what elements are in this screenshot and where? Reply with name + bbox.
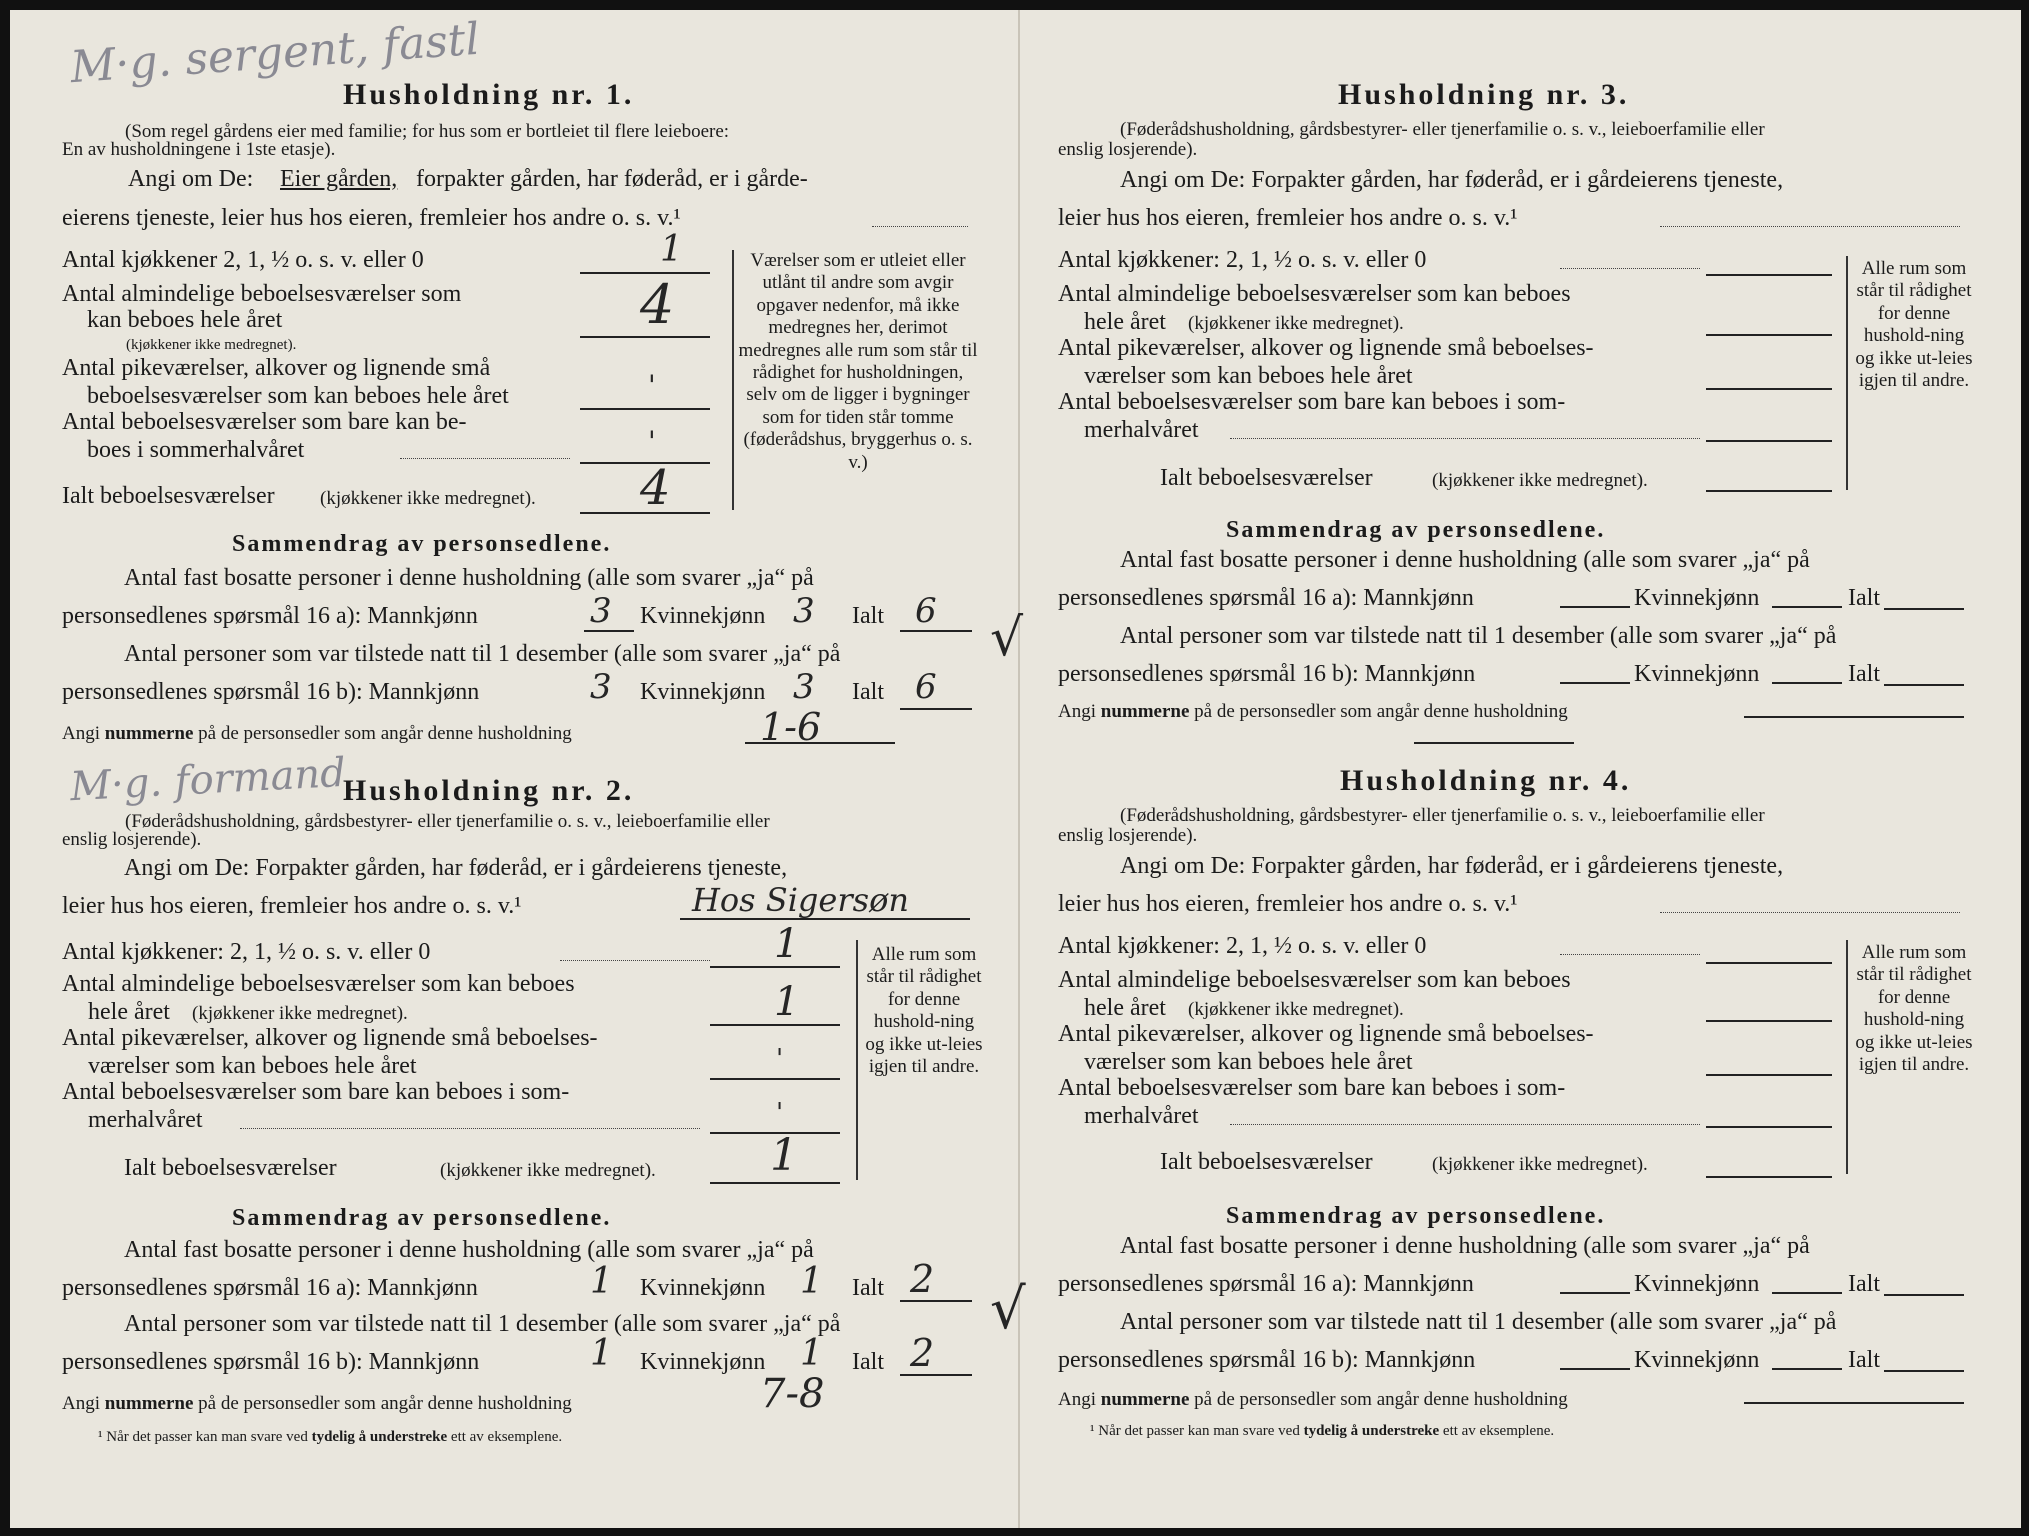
small-rooms-label-2: værelser som kan beboes hele året	[1084, 363, 1413, 389]
total-rooms-label: Ialt beboelsesværelser	[1160, 465, 1373, 491]
total-rooms-label: Ialt beboelsesværelser	[124, 1155, 337, 1181]
present-total-label: Ialt	[1848, 1347, 1880, 1373]
household-2-side-note: Alle rum som står til rådighet for denne hushold-ning og ikke ut-leies igjen til andre.	[865, 944, 983, 1078]
fixed-residents-label: Antal fast bosatte personer i denne husholdning (alle som svarer „ja“ på	[124, 1237, 814, 1263]
fixed-female-value: 1	[800, 1261, 823, 1302]
small-rooms-label-2: værelser som kan beboes hele året	[88, 1053, 417, 1079]
check-mark: √	[990, 1277, 1026, 1342]
small-rooms-value: '	[648, 369, 656, 402]
fixed-residents-label: Antal fast bosatte personer i denne husholdning (alle som svarer „ja“ på	[1120, 547, 1810, 573]
small-rooms-label-2: beboelsesværelser som kan beboes hele året	[87, 383, 509, 409]
small-rooms-label-2: værelser som kan beboes hele året	[1084, 1049, 1413, 1075]
household-2-intro-value: Hos Sigersøn	[692, 881, 909, 919]
fixed-residents-male-label: personsedlenes spørsmål 16 a): Mannkjønn	[1058, 1271, 1474, 1297]
summer-rooms-label: Antal beboelsesværelser som bare kan beboes i som-	[1058, 389, 1566, 415]
fixed-residents-label: Antal fast bosatte personer i denne husholdning (alle som svarer „ja“ på	[1120, 1233, 1810, 1259]
household-4-intro-2: leier hus hos eieren, fremleier hos andre o. s. v.¹	[1058, 891, 1518, 917]
household-4-side-note: Alle rum som står til rådighet for denne hushold-ning og ikke ut-leies igjen til andre.	[1855, 942, 1973, 1076]
household-2-note: (Føderådshusholdning, gårdsbestyrer- eller tjenerfamilie o. s. v., leieboerfamilie eller	[125, 811, 770, 832]
present-male-label: personsedlenes spørsmål 16 b): Mannkjønn	[62, 679, 480, 705]
summary-title: Sammendrag av personsedlene.	[1226, 1203, 1606, 1229]
present-label: Antal personer som var tilstede natt til 1 desember (alle som svarer „ja“ på	[1120, 623, 1837, 649]
fixed-female-label: Kvinnekjønn	[640, 1275, 766, 1301]
present-female-value: 1	[800, 1333, 823, 1374]
fixed-male-value: 1	[590, 1261, 613, 1302]
fixed-female-value: 3	[793, 591, 815, 631]
kitchens-label: Antal kjøkkener 2, 1, ½ o. s. v. eller 0	[62, 247, 424, 273]
small-rooms-value: '	[776, 1044, 784, 1074]
fixed-total-label: Ialt	[852, 1275, 884, 1301]
household-3-intro: Angi om De: Forpakter gården, har føderåd, er i gårdeierens tjeneste,	[1120, 167, 1784, 193]
kitchens-value: 1	[774, 921, 800, 967]
total-rooms-note: (kjøkkener ikke medregnet).	[320, 488, 536, 509]
household-3-side-note: Alle rum som står til rådighet for denne hushold-ning og ikke ut-leies igjen til andre.	[1855, 258, 1973, 392]
total-rooms-value: 1	[770, 1130, 798, 1181]
present-total-label: Ialt	[1848, 661, 1880, 687]
present-female-label: Kvinnekjønn	[1634, 1347, 1760, 1373]
total-rooms-label: Ialt beboelsesværelser	[1160, 1149, 1373, 1175]
summer-rooms-value: '	[776, 1098, 784, 1128]
fixed-total-label: Ialt	[1848, 1271, 1880, 1297]
section-divider	[1414, 742, 1574, 744]
small-rooms-label: Antal pikeværelser, alkover og lignende små beboelses-	[1058, 1021, 1594, 1047]
fixed-residents-male-label: personsedlenes spørsmål 16 a): Mannkjønn	[62, 1275, 478, 1301]
total-rooms-note: (kjøkkener ikke medregnet).	[1432, 1154, 1648, 1175]
numbers-label: Angi nummerne på de personsedler som angår denne husholdning	[1058, 1389, 1568, 1410]
fixed-total-value: 6	[915, 591, 937, 631]
present-label: Antal personer som var tilstede natt til 1 desember (alle som svarer „ja“ på	[1120, 1309, 1837, 1335]
household-3-note: (Føderådshusholdning, gårdsbestyrer- eller tjenerfamilie o. s. v., leieboerfamilie eller	[1120, 119, 1765, 140]
present-total-label: Ialt	[852, 679, 884, 705]
household-1-note: (Som regel gårdens eier med familie; for hus som er bortleiet til flere leieboere:	[125, 121, 730, 142]
kitchens-value: 1	[660, 229, 683, 270]
fixed-female-label: Kvinnekjønn	[1634, 1271, 1760, 1297]
kitchens-label: Antal kjøkkener: 2, 1, ½ o. s. v. eller 0	[1058, 247, 1427, 273]
rooms-label-2: hele året	[88, 999, 170, 1025]
rooms-label: Antal almindelige beboelsesværelser som kan beboes	[1058, 967, 1571, 993]
small-rooms-label: Antal pikeværelser, alkover og lignende små beboelses-	[62, 1025, 598, 1051]
household-1-title: Husholdning nr. 1.	[343, 78, 635, 111]
household-4-title: Husholdning nr. 4.	[1340, 764, 1632, 797]
fixed-residents-male-label: personsedlenes spørsmål 16 a): Mannkjønn	[1058, 585, 1474, 611]
fixed-total-label: Ialt	[1848, 585, 1880, 611]
household-3-title: Husholdning nr. 3.	[1338, 78, 1630, 111]
summer-rooms-label: Antal beboelsesværelser som bare kan beboes i som-	[1058, 1075, 1566, 1101]
summary-title: Sammendrag av personsedlene.	[232, 1205, 612, 1231]
pencil-note: M·g. sergent, fastl	[68, 13, 482, 94]
numbers-label: Angi nummerne på de personsedler som angår denne husholdning	[62, 723, 572, 744]
present-male-label: personsedlenes spørsmål 16 b): Mannkjønn	[1058, 661, 1476, 687]
summer-rooms-value: '	[648, 425, 656, 458]
fixed-residents-label: Antal fast bosatte personer i denne husholdning (alle som svarer „ja“ på	[124, 565, 814, 591]
rooms-label-3: (kjøkkener ikke medregnet).	[1188, 313, 1404, 334]
present-label: Antal personer som var tilstede natt til 1 desember (alle som svarer „ja“ på	[124, 641, 841, 667]
rooms-label-2: hele året	[1084, 309, 1166, 335]
rooms-label-2: kan beboes hele året	[87, 307, 283, 333]
present-male-label: personsedlenes spørsmål 16 b): Mannkjønn	[1058, 1347, 1476, 1373]
present-male-label: personsedlenes spørsmål 16 b): Mannkjønn	[62, 1349, 480, 1375]
summer-rooms-label-2: boes i sommerhalvåret	[87, 437, 305, 463]
rooms-label-3: (kjøkkener ikke medregnet).	[192, 1003, 408, 1024]
present-male-value: 3	[590, 667, 612, 707]
footnote: ¹ Når det passer kan man svare ved tydelig å understreke ett av eksemplene.	[98, 1429, 563, 1445]
rooms-value: 4	[640, 273, 675, 336]
rooms-label-3: (kjøkkener ikke medregnet).	[126, 337, 297, 353]
household-1-side-note: Værelser som er utleiet eller utlånt til andre som avgir opgaver nedenfor, må ikke medregnes her, derimot medregnes alle rum som står til rådighet for husholdningen, selv om de ligger i bygninger som for tiden står tomme (føderådshus, bryggerhus o. s. v.)	[738, 250, 978, 473]
total-rooms-value: 4	[640, 460, 671, 516]
fixed-total-label: Ialt	[852, 603, 884, 629]
present-total-value: 6	[915, 667, 937, 707]
rooms-label: Antal almindelige beboelsesværelser som kan beboes	[1058, 281, 1571, 307]
small-rooms-label: Antal pikeværelser, alkover og lignende små beboelses-	[1058, 335, 1594, 361]
numbers-label: Angi nummerne på de personsedler som angår denne husholdning	[1058, 701, 1568, 722]
total-rooms-label: Ialt beboelsesværelser	[62, 483, 275, 509]
check-mark: √	[990, 608, 1024, 668]
numbers-value: 7-8	[760, 1371, 825, 1417]
intro-text: forpakter gården, har føderåd, er i gårde-	[416, 166, 808, 192]
household-3-intro-2: leier hus hos eieren, fremleier hos andre o. s. v.¹	[1058, 205, 1518, 231]
intro-text-2: eierens tjeneste, leier hus hos eieren, fremleier hos andre o. s. v.¹	[62, 205, 681, 231]
present-female-value: 3	[793, 667, 815, 707]
kitchens-label: Antal kjøkkener: 2, 1, ½ o. s. v. eller 0	[62, 939, 431, 965]
household-1-note-2: En av husholdningene i 1ste etasje).	[62, 139, 336, 160]
household-4-note: (Føderådshusholdning, gårdsbestyrer- eller tjenerfamilie o. s. v., leieboerfamilie eller	[1120, 805, 1765, 826]
summary-title: Sammendrag av personsedlene.	[1226, 517, 1606, 543]
rooms-value: 1	[774, 979, 800, 1025]
intro-ask: Angi om De:	[128, 166, 254, 192]
household-2-note-2: enslig losjerende).	[62, 829, 202, 850]
household-4-note-2: enslig losjerende).	[1058, 825, 1198, 846]
summer-rooms-label-2: merhalvåret	[1084, 1103, 1199, 1129]
household-3-note-2: enslig losjerende).	[1058, 139, 1198, 160]
rooms-label: Antal almindelige beboelsesværelser som	[62, 281, 462, 307]
present-female-label: Kvinnekjønn	[1634, 661, 1760, 687]
present-female-label: Kvinnekjønn	[640, 1349, 766, 1375]
intro-owner-underlined: Eier gården,	[280, 166, 398, 192]
summer-rooms-label-2: merhalvåret	[1084, 417, 1199, 443]
rooms-label-2: hele året	[1084, 995, 1166, 1021]
summer-rooms-label: Antal beboelsesværelser som bare kan be-	[62, 409, 467, 435]
kitchens-label: Antal kjøkkener: 2, 1, ½ o. s. v. eller 0	[1058, 933, 1427, 959]
fixed-female-label: Kvinnekjønn	[1634, 585, 1760, 611]
present-female-label: Kvinnekjønn	[640, 679, 766, 705]
numbers-label: Angi nummerne på de personsedler som angår denne husholdning	[62, 1393, 572, 1414]
small-rooms-label: Antal pikeværelser, alkover og lignende små	[62, 355, 491, 381]
present-male-value: 1	[590, 1333, 613, 1374]
fixed-residents-male-label: personsedlenes spørsmål 16 a): Mannkjønn	[62, 603, 478, 629]
fixed-total-value: 2	[910, 1257, 935, 1301]
present-label: Antal personer som var tilstede natt til 1 desember (alle som svarer „ja“ på	[124, 1311, 841, 1337]
rooms-label-3: (kjøkkener ikke medregnet).	[1188, 999, 1404, 1020]
household-2-intro: Angi om De: Forpakter gården, har føderåd, er i gårdeierens tjeneste,	[124, 855, 788, 881]
summer-rooms-label: Antal beboelsesværelser som bare kan beboes i som-	[62, 1079, 570, 1105]
household-4-intro: Angi om De: Forpakter gården, har føderåd, er i gårdeierens tjeneste,	[1120, 853, 1784, 879]
summary-title: Sammendrag av personsedlene.	[232, 531, 612, 557]
fixed-female-label: Kvinnekjønn	[640, 603, 766, 629]
total-rooms-note: (kjøkkener ikke medregnet).	[440, 1160, 656, 1181]
pencil-note-2: M·g. formand	[68, 749, 347, 811]
footnote: ¹ Når det passer kan man svare ved tydelig å understreke ett av eksemplene.	[1090, 1423, 1555, 1439]
summer-rooms-label-2: merhalvåret	[88, 1107, 203, 1133]
fixed-male-value: 3	[590, 591, 612, 631]
total-rooms-note: (kjøkkener ikke medregnet).	[1432, 470, 1648, 491]
rooms-label: Antal almindelige beboelsesværelser som kan beboes	[62, 971, 575, 997]
numbers-value: 1-6	[760, 705, 822, 749]
present-total-label: Ialt	[852, 1349, 884, 1375]
household-2-title: Husholdning nr. 2.	[343, 774, 635, 807]
present-total-value: 2	[910, 1331, 935, 1375]
household-2-intro-2: leier hus hos eieren, fremleier hos andre o. s. v.¹	[62, 893, 522, 919]
